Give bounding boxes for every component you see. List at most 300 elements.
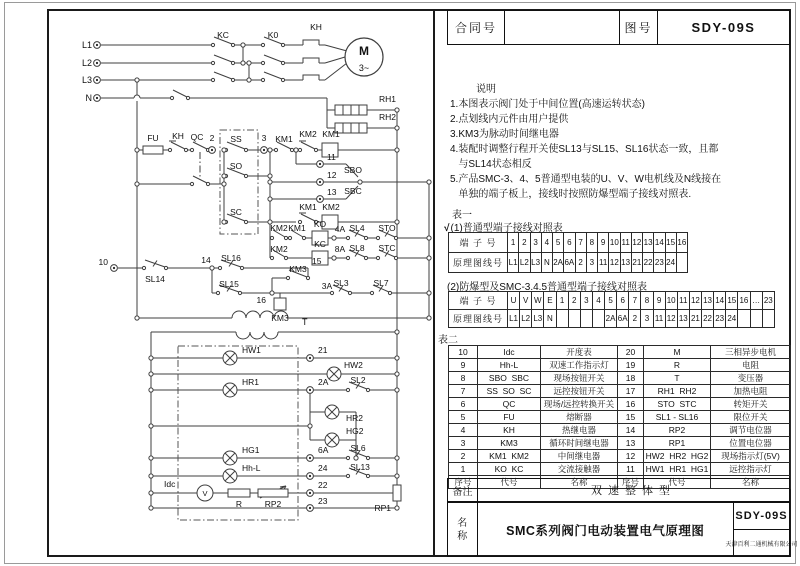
junction-node: [241, 43, 245, 47]
component-cell: 中间继电器: [541, 450, 618, 463]
junction-node: [395, 126, 399, 130]
terminal-table-standard: [448, 232, 688, 273]
row-label: 原理图线号: [449, 310, 508, 328]
component-cell: 13: [618, 437, 644, 450]
symbol: [303, 58, 319, 63]
component-cell: 15: [618, 411, 644, 424]
contact-pin: [261, 43, 264, 46]
name-label-text: 名称: [457, 517, 468, 542]
note-line: 2.点划线内元件由用户提供: [450, 114, 569, 125]
STC-label: STC: [378, 243, 396, 253]
n15-label: 15: [312, 256, 322, 266]
component-cell: KM1 KM2: [478, 450, 541, 463]
terminal-cell: V: [520, 292, 532, 310]
component-table: [448, 345, 791, 489]
RP2-label: RP2: [264, 499, 282, 509]
component-cell: 7: [449, 385, 478, 398]
junction-node: [135, 316, 139, 320]
SBO-label: SBO: [344, 165, 362, 175]
contact-pin: [216, 291, 219, 294]
terminal-cell: 14: [654, 233, 665, 253]
wire-cell: 3: [641, 310, 653, 328]
KM1-label: KM1: [288, 223, 306, 233]
contact-pin: [211, 78, 214, 81]
terminal-cell: 13: [643, 233, 654, 253]
notes-title: 说明: [476, 84, 496, 95]
title-block: [447, 10, 790, 45]
terminal-dot: [309, 475, 311, 477]
wire: [214, 72, 232, 79]
M3-label: 3~: [358, 63, 370, 73]
wire: [301, 142, 315, 149]
wire-cell: 13: [677, 310, 689, 328]
remark-value: 双速整体型: [591, 485, 676, 497]
component-cell: 6: [449, 398, 478, 411]
HR2-label: HR2: [346, 413, 364, 423]
component-cell: SL1 - SL16: [644, 411, 711, 424]
junction-node: [427, 291, 431, 295]
wire-cell: L1: [508, 253, 519, 273]
component-cell: 加热电阻: [711, 385, 791, 398]
wire-cell: [738, 310, 750, 328]
symbol: [303, 40, 319, 45]
SL14-label: SL14: [145, 274, 165, 284]
component-header-cell: 代号: [478, 476, 541, 489]
note-line: 单独的端子板上，接线时按照防爆型端子接线对照表.: [450, 189, 692, 200]
terminal-dot: [319, 198, 321, 200]
HW1-label: HW1: [242, 345, 261, 355]
RP1-label: RP1: [374, 503, 391, 513]
component-cell: 变压器: [711, 372, 791, 385]
KH-label: KH: [172, 131, 184, 141]
component-cell: 熔断器: [541, 411, 618, 424]
junction-node: [149, 424, 153, 428]
terminal-cell: 6: [564, 233, 575, 253]
terminal-cell: 12: [631, 233, 642, 253]
terminal-cell: U: [508, 292, 520, 310]
contact-pin: [168, 148, 171, 151]
wire-cell: 12: [665, 310, 677, 328]
wire: [325, 45, 347, 51]
junction-node: [222, 148, 226, 152]
terminal-cell: 14: [714, 292, 726, 310]
component-cell: 交流接触器: [541, 463, 618, 476]
contract-no-value: [504, 11, 619, 44]
contact-pin: [218, 266, 221, 269]
component-cell: 11: [618, 463, 644, 476]
junction-node: [395, 372, 399, 376]
terminal-cell: 3: [530, 233, 541, 253]
terminal-cell: 15: [665, 233, 676, 253]
Idc-label: Idc: [164, 479, 176, 489]
junction-node: [332, 236, 336, 240]
terminal-cell: E: [544, 292, 556, 310]
component-header-cell: 名称: [541, 476, 618, 489]
junction-node: [395, 148, 399, 152]
contact-pin: [211, 61, 214, 64]
wire-cell: N: [541, 253, 552, 273]
terminal-cell: …: [750, 292, 762, 310]
n3-label: 3: [261, 133, 267, 143]
terminal-cell: 10: [665, 292, 677, 310]
contact-pin: [142, 266, 145, 269]
terminal-cell: 7: [575, 233, 586, 253]
n23-label: 23: [318, 496, 328, 506]
terminal-dot: [309, 507, 311, 509]
junction-node: [395, 356, 399, 360]
drawing-no-label: 图号: [619, 11, 657, 44]
n10-label: 10: [98, 257, 108, 267]
KM2-label: KM2: [299, 129, 317, 139]
HhL-label: Hh-L: [242, 463, 261, 473]
terminal-cell: 11: [677, 292, 689, 310]
wire-cell: [762, 310, 774, 328]
wire: [264, 72, 282, 79]
junction-node: [149, 506, 153, 510]
coil-box: [274, 298, 286, 310]
component-cell: RH1 RH2: [644, 385, 711, 398]
wire-cell: 2: [575, 253, 586, 273]
junction-node: [395, 474, 399, 478]
junction-node: [149, 372, 153, 376]
component-cell: 9: [449, 359, 478, 372]
symbol: [134, 95, 140, 98]
component-header-cell: 名称: [711, 476, 791, 489]
contact-pin: [270, 236, 273, 239]
SO-label: SO: [229, 161, 243, 171]
SBC-label: SBC: [344, 186, 362, 196]
terminal-cell: 13: [702, 292, 714, 310]
contact-pin: [286, 276, 289, 279]
contact-pin: [346, 236, 349, 239]
note-line: 1.本图表示阀门处于中间位置(高速运转状态): [450, 99, 645, 110]
component-cell: 位置电位器: [711, 437, 791, 450]
terminal-cell: 6: [617, 292, 629, 310]
junction-node: [308, 424, 312, 428]
component-cell: 16: [618, 398, 644, 411]
component-cell: STO STC: [644, 398, 711, 411]
a8-label: 8A: [334, 244, 346, 254]
wire-cell: 22: [643, 253, 654, 273]
SL4-label: SL4: [349, 223, 365, 233]
name-label: [448, 503, 478, 556]
junction-node: [149, 456, 153, 460]
HG1-label: HG1: [242, 445, 260, 455]
component-cell: 14: [618, 424, 644, 437]
junction-node: [268, 148, 272, 152]
contact-pin: [261, 78, 264, 81]
terminal-dot: [319, 181, 321, 183]
component-cell: 17: [618, 385, 644, 398]
junction-node: [241, 61, 245, 65]
component-cell: 循环时间继电器: [541, 437, 618, 450]
junction-node: [427, 236, 431, 240]
wire-cell: [676, 253, 687, 273]
STO-label: STO: [378, 223, 396, 233]
wire-cell: 24: [665, 253, 676, 273]
junction-node: [395, 456, 399, 460]
terminal-dot: [263, 149, 265, 151]
junction-node: [210, 266, 214, 270]
wire-cell: 22: [702, 310, 714, 328]
contact-pin: [298, 148, 301, 151]
contact-pin: [346, 388, 349, 391]
SL13-label: SL13: [350, 462, 370, 472]
terminal-dot: [96, 44, 98, 46]
wire-cell: 13: [620, 253, 631, 273]
drawing-no-value: SDY-09S: [657, 11, 789, 44]
L1-label: L1: [81, 40, 92, 50]
junction-node: [135, 148, 139, 152]
junction-node: [149, 388, 153, 392]
a4-label: 4A: [334, 224, 346, 234]
junction-node: [268, 180, 272, 184]
terminal-cell: 2: [519, 233, 530, 253]
junction-node: [247, 78, 251, 82]
component-cell: RP1: [644, 437, 711, 450]
component-cell: Hh-L: [478, 359, 541, 372]
terminal-table-explosionproof: [448, 291, 775, 328]
wire: [193, 142, 207, 149]
remark-block: [447, 478, 790, 502]
junction-node: [354, 456, 358, 460]
drawing-title: SMC系列阀门电动装置电气原理图: [478, 503, 734, 556]
wire: [264, 55, 282, 62]
wire-cell: N: [544, 310, 556, 328]
junction-node: [395, 330, 399, 334]
HR1-label: HR1: [242, 377, 260, 387]
component-cell: 20: [618, 346, 644, 359]
component-cell: 19: [618, 359, 644, 372]
junction-node: [395, 506, 399, 510]
wire-cell: L3: [532, 310, 544, 328]
contact-pin: [346, 256, 349, 259]
terminal-dot: [309, 357, 311, 359]
K0-label: K0: [267, 30, 279, 40]
wire: [214, 55, 232, 62]
wire-cell: L1: [508, 310, 520, 328]
SL6-label: SL6: [350, 443, 366, 453]
KM1-label: KM1: [322, 129, 340, 139]
component-cell: KH: [478, 424, 541, 437]
RH2-label: RH2: [378, 112, 396, 122]
terminal-cell: 3: [580, 292, 592, 310]
n16-label: 16: [256, 295, 266, 305]
coil-box: [228, 489, 250, 497]
note-line: 3.KM3为脉动时间继电器: [450, 129, 559, 140]
n14-label: 14: [201, 255, 211, 265]
component-cell: KO KC: [478, 463, 541, 476]
SS-label: SS: [230, 134, 242, 144]
notes-section: [450, 80, 785, 202]
contact-pin: [170, 96, 173, 99]
contact-pin: [190, 148, 193, 151]
component-cell: M: [644, 346, 711, 359]
a2-label: 2A: [318, 377, 329, 387]
KM1-label: KM1: [299, 202, 317, 212]
terminal-cell: 5: [605, 292, 617, 310]
junction-node: [395, 388, 399, 392]
junction-node: [222, 220, 226, 224]
contact-pin: [346, 456, 349, 459]
component-cell: 三相异步电机: [711, 346, 791, 359]
terminal-cell: 16: [738, 292, 750, 310]
contact-pin: [330, 291, 333, 294]
wire-cell: 6A: [617, 310, 629, 328]
T-label: T: [302, 317, 308, 327]
wire-cell: 2A: [553, 253, 564, 273]
component-cell: 现场按钮开关: [541, 372, 618, 385]
component-cell: 8: [449, 372, 478, 385]
KM3-label: KM3: [271, 313, 289, 323]
terminal-cell: 4: [541, 233, 552, 253]
wire-cell: [556, 310, 568, 328]
terminal-dot: [96, 79, 98, 81]
wire-cell: 6A: [564, 253, 575, 273]
wire-cell: L2: [519, 253, 530, 273]
component-cell: 12: [618, 450, 644, 463]
terminal-dot: [96, 62, 98, 64]
terminal-cell: 23: [762, 292, 774, 310]
component-cell: 远控按钮开关: [541, 385, 618, 398]
component-cell: 调节电位器: [711, 424, 791, 437]
component-cell: T: [644, 372, 711, 385]
SL7-label: SL7: [373, 278, 389, 288]
component-cell: 远控指示灯: [711, 463, 791, 476]
HG2-label: HG2: [346, 426, 364, 436]
KH-label: KH: [310, 22, 322, 32]
component-cell: QC: [478, 398, 541, 411]
component-cell: 开度表: [541, 346, 618, 359]
wire-cell: 2: [629, 310, 641, 328]
coil-box: [258, 489, 288, 497]
component-cell: 2: [449, 450, 478, 463]
coil-box: [143, 146, 163, 154]
terminal-dot: [211, 149, 213, 151]
contract-no-label: 合同号: [454, 21, 497, 35]
SL8-label: SL8: [349, 243, 365, 253]
KO-label: KO: [313, 219, 327, 229]
notes-lines: [450, 97, 785, 202]
HW2-label: HW2: [344, 360, 363, 370]
junction-node: [427, 180, 431, 184]
junction-node: [332, 256, 336, 260]
wire-cell: [568, 310, 580, 328]
junction-node: [247, 61, 251, 65]
wire-cell: L3: [530, 253, 541, 273]
terminal-cell: 12: [689, 292, 701, 310]
terminal-cell: 1: [556, 292, 568, 310]
contact-pin: [376, 236, 379, 239]
terminal-dot: [96, 97, 98, 99]
component-cell: HW2 HR2 HG2: [644, 450, 711, 463]
component-cell: 10: [449, 346, 478, 359]
component-cell: SBO SBC: [478, 372, 541, 385]
component-cell: 3: [449, 437, 478, 450]
FU-label: FU: [147, 133, 159, 143]
n21-label: 21: [318, 345, 328, 355]
terminal-cell: 15: [726, 292, 738, 310]
junction-node: [222, 174, 226, 178]
junction-node: [268, 197, 272, 201]
terminal-cell: 4: [592, 292, 604, 310]
symbol: [303, 75, 319, 80]
junction-node: [149, 356, 153, 360]
wire-cell: 23: [714, 310, 726, 328]
terminal-cell: 8: [641, 292, 653, 310]
table1-subtitle-text: (1)普通型端子接线对照表: [450, 223, 563, 234]
component-cell: 现场/远控转换开关: [541, 398, 618, 411]
n11-label: 11: [327, 152, 336, 162]
component-cell: 热继电器: [541, 424, 618, 437]
KC-label: KC: [217, 30, 229, 40]
wire-cell: 2A: [605, 310, 617, 328]
footer-drawing-no: SDY-09S: [734, 503, 789, 530]
component-cell: RP2: [644, 424, 711, 437]
junction-node: [268, 174, 272, 178]
wire-cell: 24: [726, 310, 738, 328]
contact-pin: [370, 291, 373, 294]
component-cell: FU: [478, 411, 541, 424]
note-line: 与SL14状态相反: [450, 159, 532, 170]
SL2-label: SL2: [350, 375, 366, 385]
wire-cell: 11: [653, 310, 665, 328]
component-cell: HW1 HR1 HG1: [644, 463, 711, 476]
component-cell: R: [644, 359, 711, 372]
row-label: 端 子 号: [449, 292, 508, 310]
component-cell: 18: [618, 372, 644, 385]
component-cell: 电阻: [711, 359, 791, 372]
component-cell: 转矩开关: [711, 398, 791, 411]
terminal-dot: [309, 389, 311, 391]
wire-cell: 3: [586, 253, 597, 273]
component-cell: SS SO SC: [478, 385, 541, 398]
n12-label: 12: [327, 170, 337, 180]
wire-cell: [580, 310, 592, 328]
contact-pin: [261, 61, 264, 64]
KM2-label: KM2: [270, 223, 288, 233]
KM2-label: KM2: [270, 244, 288, 254]
wire-cell: 12: [609, 253, 620, 273]
KC-label: KC: [314, 239, 326, 249]
R-label: R: [235, 499, 243, 509]
table2-subtitle: (2)防爆型及SMC-3.4.5普通型端子接线对照表: [447, 282, 648, 293]
contact-pin: [190, 182, 193, 185]
note-line: 4.装配时调整行程开关使SL13与SL15、SL16状态一致，且都: [450, 144, 719, 155]
component-cell: 1: [449, 463, 478, 476]
terminal-cell: 2: [568, 292, 580, 310]
wire: [171, 142, 185, 149]
table3-caption: 表二: [438, 335, 458, 346]
M-label: M: [359, 44, 369, 58]
table1-caption: 表一: [452, 210, 472, 221]
contact-pin: [346, 474, 349, 477]
row-label: 原理图线号: [449, 253, 508, 273]
wire-cell: 21: [631, 253, 642, 273]
component-cell: KM3: [478, 437, 541, 450]
junction-node: [270, 291, 274, 295]
contact-pin: [288, 236, 291, 239]
SL3-label: SL3: [333, 278, 349, 288]
junction-node: [222, 182, 226, 186]
n13-label: 13: [327, 187, 337, 197]
component-cell: 双速工作指示灯: [541, 359, 618, 372]
terminal-cell: 8: [586, 233, 597, 253]
junction-node: [149, 491, 153, 495]
wire: [325, 63, 347, 80]
component-cell: 5: [449, 411, 478, 424]
remark-label: 备注: [448, 479, 478, 501]
